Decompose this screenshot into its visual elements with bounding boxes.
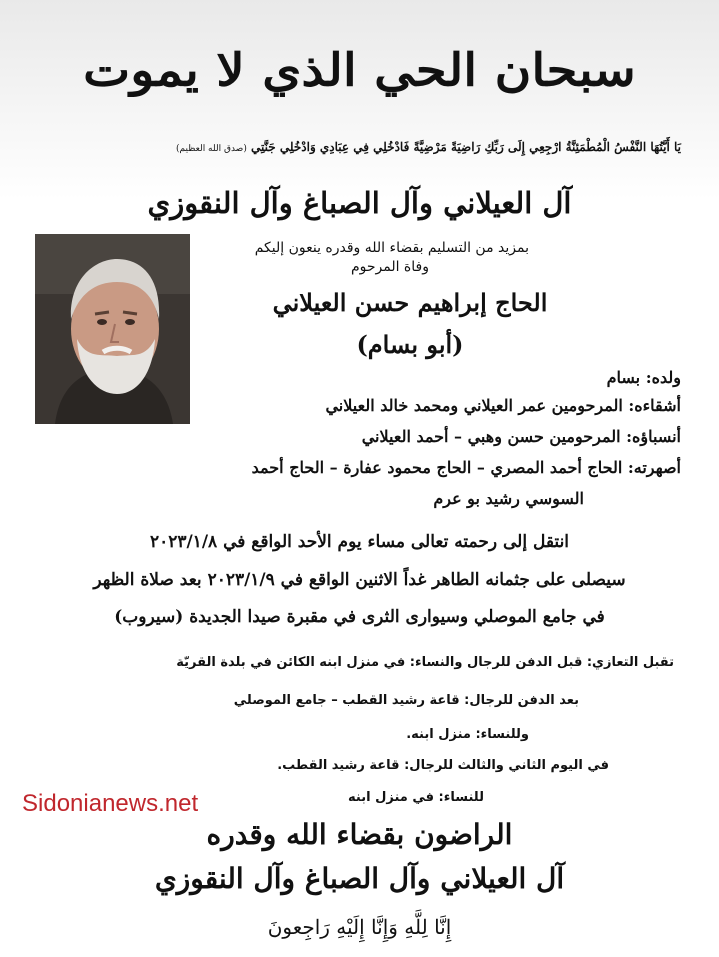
quran-verse-text: يَا أَيَّتُهَا النَّفْسُ الْمُطْمَئِنَّةُ ارْجِعِي إِلَى رَبِّكِ رَاضِيَةً مَرْضِيَّةً فَادْخُلِي فِي عِبَادِي وَادْخُلِي جَنَّتِي (251, 140, 681, 154)
footer-verse: إِنَّا لِلَّهِ وَإِنَّا إِلَيْهِ رَاجِعونَ (267, 915, 452, 939)
footer-acceptance: الراضون بقضاء الله وقدره (206, 818, 513, 851)
relative-line-sons-in-law: أصهرته: الحاج أحمد المصري – الحاج محمود عفارة – الحاج أحمد (251, 458, 681, 477)
families-heading: آل العيلاني وآل الصباغ وآل النقوزي (147, 186, 572, 220)
condolences-line-2: بعد الدفن للرجال: قاعة رشيد القطب – جامع الموصلي (233, 693, 579, 708)
relative-line-son: ولده: بسام (606, 368, 681, 387)
announcement-prayer: سيصلى على جثمانه الطاهر غداً الاثنين الواقع في ٢٠٢٣/١/٩ بعد صلاة الظهر (93, 570, 626, 590)
condolences-line-4: في اليوم الثاني والثالث للرجال: قاعة رشيد القطب. (277, 758, 609, 773)
footer-families: آل العيلاني وآل الصباغ وآل النقوزي (154, 862, 565, 895)
condolences-line-3: وللنساء: منزل ابنه. (406, 727, 529, 742)
intro-line-2: وفاة المرحوم (350, 259, 429, 275)
intro-line-1: بمزيد من التسليم بقضاء الله وقدره ينعون إليكم (254, 240, 529, 256)
quran-verse-reference: (صدق الله العظيم) (176, 144, 247, 154)
deceased-nickname: (أبو بسام) (356, 330, 464, 359)
calligraphy-title: سبحان الحي الذي لا يموت (83, 42, 636, 97)
quran-verse (176, 140, 681, 154)
relative-line-sons-in-law-cont: السوسي رشيد بو عرم (433, 489, 584, 508)
relative-line-in-laws: أنسباؤه: المرحومين حسن وهبي – أحمد العيلاني (361, 427, 681, 446)
condolences-line-1: تقبل التعازي: قبل الدفن للرجال والنساء: في منزل ابنه الكائن في بلدة القريّة (176, 655, 674, 670)
deceased-name: الحاج إبراهيم حسن العيلاني (272, 288, 548, 317)
announcement-burial: في جامع الموصلي وسيوارى الثرى في مقبرة صيدا الجديدة (سيروب) (114, 607, 605, 627)
deceased-photo (35, 234, 190, 424)
announcement-death: انتقل إلى رحمته تعالى مساء يوم الأحد الواقع في ٢٠٢٣/١/٨ (149, 532, 570, 552)
header-background (0, 0, 719, 200)
watermark-site: Sidonianews.net (22, 790, 199, 817)
condolences-line-5: للنساء: في منزل ابنه (348, 790, 484, 805)
relative-line-brothers: أشقاءه: المرحومين عمر العيلاني ومحمد خالد العيلاني (325, 396, 681, 415)
